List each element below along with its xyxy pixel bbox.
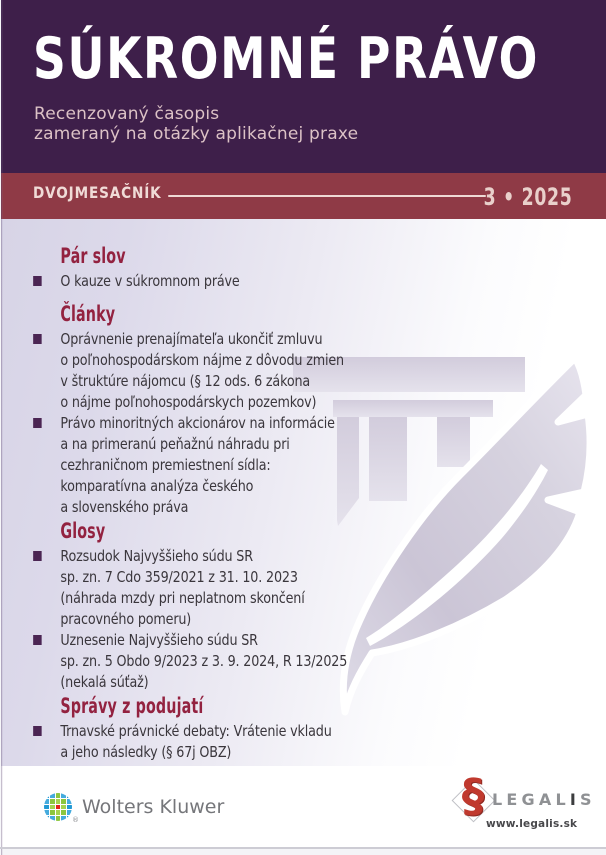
toc-section [0, 693, 595, 763]
toc-line: a slovenského práva [60, 498, 189, 516]
legalis-paragraph-icon: § [461, 769, 485, 822]
toc-line: sp. zn. 7 Cdo 359/2021 z 31. 10. 2023 [60, 568, 298, 586]
legalis-url: www.legalis.sk [486, 818, 578, 830]
mosaic-tile [50, 810, 55, 815]
section-heading [60, 518, 595, 544]
legalis-logo [450, 769, 596, 838]
section-heading [60, 301, 595, 327]
mosaic-tile [56, 810, 61, 815]
toc-line: v štruktúre nájomcu (§ 12 ods. 6 zákona [60, 372, 311, 390]
mosaic-tile [67, 810, 72, 815]
mosaic-tile [67, 805, 72, 810]
issue-band [0, 173, 606, 219]
bullet-square-icon [33, 334, 42, 344]
section-heading-text: Články [60, 302, 116, 326]
section-heading [60, 693, 595, 719]
toc-item [60, 271, 595, 292]
toc-item [60, 546, 595, 630]
toc-item [60, 630, 595, 693]
frequency-label: DVOJMESAČNÍK [33, 183, 162, 202]
bullet-square-icon [33, 726, 42, 736]
table-of-contents [0, 219, 595, 763]
mosaic-tile [61, 799, 66, 804]
toc-line: Rozsudok Najvyššieho súdu SR [60, 547, 253, 565]
toc-line: pracovného pomeru) [60, 610, 192, 628]
legalis-word-tail: S [580, 790, 596, 809]
toc-line: a jeho následky (§ 67j OBZ) [60, 743, 232, 761]
mosaic-tile [56, 805, 61, 810]
mosaic-tile [61, 816, 66, 821]
journal-title: SÚKROMNÉ PRÁVO [33, 26, 540, 92]
toc-line: cezhraničnom premiestnení sídla: [60, 456, 271, 474]
toc-line: Uznesenie Najvyššieho súdu SR [60, 631, 258, 649]
toc-line: Trnavské právnické debaty: Vrátenie vkladu [60, 722, 332, 740]
mosaic-tile [44, 816, 49, 821]
mosaic-tile [44, 805, 49, 810]
bullet-square-icon [33, 418, 42, 428]
page-bottom-fade [0, 849, 606, 855]
toc-line: o nájme poľnohospodárskych pozemkov) [60, 393, 317, 411]
toc-line: sp. zn. 5 Obdo 9/2023 z 3. 9. 2024, R 13/2025 [60, 652, 348, 670]
mosaic-tile [44, 793, 49, 798]
mosaic-tile [61, 805, 66, 810]
toc-line: Právo minoritných akcionárov na informácie [60, 414, 335, 432]
band-divider-line [168, 195, 486, 197]
footer [0, 766, 606, 855]
toc-section [0, 518, 595, 693]
bullet-square-icon [33, 635, 42, 645]
mosaic-tile [50, 816, 55, 821]
mosaic-tile [67, 793, 72, 798]
toc-line: komparatívna analýza českého [60, 477, 254, 495]
mosaic-tile [61, 810, 66, 815]
bullet-square-icon [33, 276, 42, 286]
toc-line: Oprávnenie prenajímateľa ukončiť zmluvu [60, 330, 323, 348]
mosaic-tile [61, 793, 66, 798]
section-heading-text: Pár slov [60, 244, 126, 268]
header-banner [0, 0, 606, 173]
mosaic-tile [56, 816, 61, 821]
toc-item [60, 413, 595, 518]
issue-number: 3 • 2025 [484, 183, 573, 211]
toc-line: O kauze v súkromnom práve [60, 272, 240, 290]
mosaic-tile [50, 793, 55, 798]
mosaic-tile [44, 799, 49, 804]
toc-item [60, 721, 595, 763]
section-heading [60, 243, 595, 269]
legalis-wordmark [492, 790, 596, 810]
section-heading-text: Správy z podujatí [60, 694, 204, 718]
subtitle-line-2: zameraný na otázky aplikačnej praxe [34, 123, 359, 144]
mosaic-tile [50, 805, 55, 810]
mosaic-tile [44, 810, 49, 815]
toc-line: (náhrada mzdy pri neplatnom skončení [60, 589, 305, 607]
wolters-kluwer-wordmark: Wolters Kluwer [82, 796, 225, 818]
toc-section [0, 243, 595, 292]
toc-section [0, 301, 595, 518]
page-bottom-edge [0, 847, 606, 849]
toc-line: (nekalá súťaž) [60, 673, 149, 691]
legalis-word-dark: I [569, 790, 580, 809]
toc-item [60, 329, 595, 413]
bullet-square-icon [33, 551, 42, 561]
wolters-kluwer-mosaic-icon [44, 793, 72, 821]
mosaic-tile [67, 799, 72, 804]
page-left-edge [0, 0, 3, 855]
journal-subtitle [34, 105, 358, 144]
section-heading-text: Glosy [60, 519, 106, 543]
subtitle-line-1: Recenzovaný časopis [34, 104, 220, 124]
toc-line: a na primeranú peňažnú náhradu pri [60, 435, 290, 453]
registered-trademark-symbol: ® [72, 816, 79, 824]
mosaic-tile [56, 793, 61, 798]
legalis-word-gray: LEGAL [492, 790, 570, 809]
mosaic-tile [50, 799, 55, 804]
mosaic-tile [56, 799, 61, 804]
toc-line: o poľnohospodárskom nájme z dôvodu zmien [60, 351, 344, 369]
